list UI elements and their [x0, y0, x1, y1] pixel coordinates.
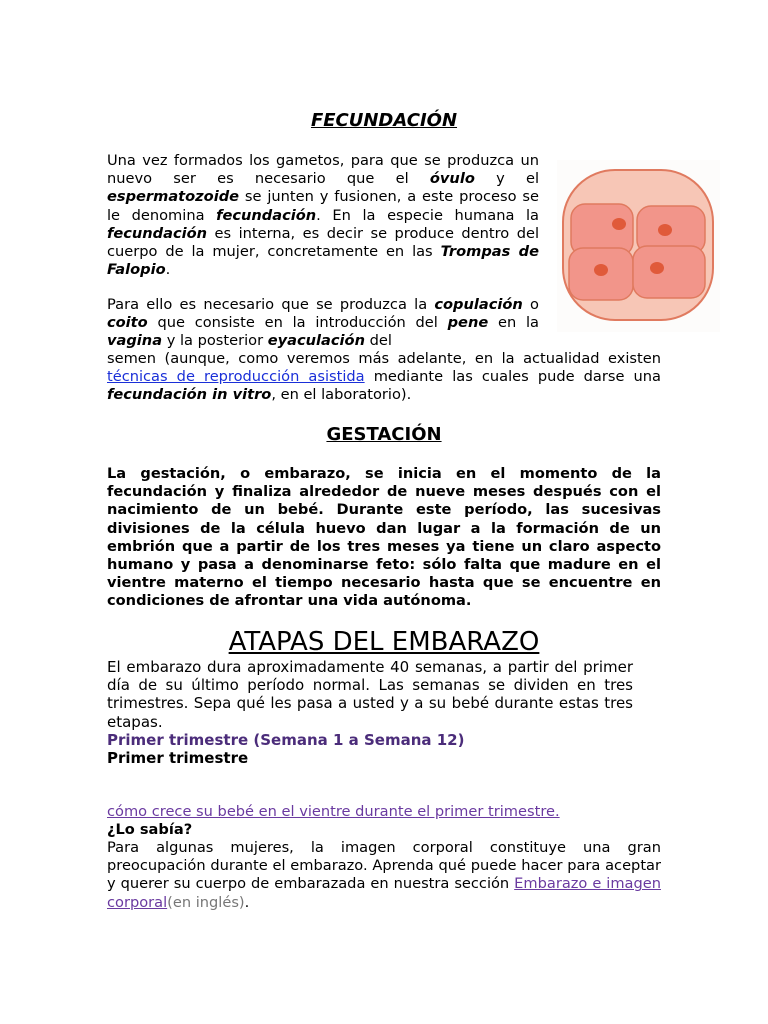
text-run: vagina	[107, 332, 163, 350]
text-run: copulación	[434, 296, 523, 313]
text-run: en la	[488, 314, 539, 332]
text-run: semen (aunque, como veremos más adelante, en la actualidad existen	[107, 350, 661, 367]
trimestre-heading: Primer trimestre (Semana 1 a Semana 12)	[107, 731, 465, 749]
nucleus-3	[594, 264, 608, 276]
text-run: o	[522, 296, 539, 313]
blastomeres	[569, 204, 705, 300]
blastomere-4	[633, 246, 705, 298]
nucleus-4	[650, 262, 664, 274]
text-run: .	[244, 893, 250, 911]
text-run: .	[165, 261, 171, 279]
nucleus-2	[658, 224, 672, 236]
four-cell-embryo-illustration	[557, 160, 720, 332]
bebe-crecimiento-link[interactable]: cómo crece su bebé en el vientre durante el primer trimestre.	[107, 803, 560, 820]
text-run: del	[364, 332, 392, 350]
fecundacion-paragraph-2b	[107, 350, 661, 405]
inline-link[interactable]: Embarazo e imagen corporal	[107, 875, 661, 911]
fecundacion-title: FECUNDACIÓN	[310, 110, 458, 131]
text-run: fecundación	[107, 224, 208, 242]
text-run: eyaculación	[267, 332, 365, 350]
etapas-title: ATAPAS DEL EMBARAZO	[228, 627, 540, 657]
text-run: Una vez formados los gametos, para que se produzca un nuevo ser es necesario que el	[107, 152, 539, 188]
sabia-paragraph	[107, 839, 661, 912]
etapas-intro: El embarazo dura aproximadamente 40 semanas, a partir del primer día de su último período normal. Las semanas se dividen en tres trimestres. Sepa qué les pasa a usted y a su bebé durante estas tres etapas.	[107, 658, 633, 731]
text-run: Trompas de Falopio	[107, 243, 539, 279]
text-run: óvulo	[429, 170, 475, 188]
sabia-heading: ¿Lo sabía?	[107, 821, 193, 838]
trimestre-label: Primer trimestre	[107, 749, 249, 767]
text-run: (en inglés)	[167, 893, 245, 911]
text-run: coito	[107, 314, 148, 332]
text-run: y la posterior	[162, 332, 268, 350]
text-run: se junten y fusionen, a este proceso se le denomina	[107, 188, 539, 224]
inline-link[interactable]: técnicas de reproducción asistida	[107, 368, 365, 386]
text-run: y el	[474, 170, 539, 188]
gestacion-paragraph: La gestación, o embarazo, se inicia en el momento de la fecundación y finaliza alrededor de nueve meses después con el nacimiento de un bebé. Durante este período, las sucesivas divisiones de la célula huevo dan lugar a la formación de un embrión que a partir de los tres meses ya tiene un claro aspecto humano y pasa a denominarse feto: sólo falta que madure en el vientre materno el tiempo necesario hasta que se encuentre en condiciones de afrontar una vida autónoma.	[107, 465, 661, 610]
text-run: fecundación in vitro	[107, 386, 272, 404]
text-run: Para algunas mujeres, la imagen corporal constituye una gran preocupación durante el embarazo. Aprenda qué puede hacer para aceptar y querer su cuerpo de embarazada en nuestra sección	[107, 839, 661, 893]
text-run: pene	[447, 314, 489, 332]
gestacion-title: GESTACIÓN	[326, 424, 442, 445]
text-run: Para ello es necesario que se produzca la	[107, 296, 435, 313]
fecundacion-paragraph-2a	[107, 296, 539, 351]
text-run: que consiste en la introducción del	[147, 314, 448, 332]
text-run: espermatozoide	[107, 188, 240, 206]
nucleus-1	[612, 218, 626, 230]
text-run: , en el laboratorio).	[271, 386, 412, 404]
fecundacion-paragraph-1	[107, 152, 539, 279]
text-run: mediante las cuales pude darse una	[364, 368, 661, 386]
text-run: es interna, es decir se produce dentro del cuerpo de la mujer, concretamente en las	[107, 224, 539, 261]
text-run: . En la especie humana la	[316, 206, 540, 224]
text-run: fecundación	[216, 206, 317, 224]
